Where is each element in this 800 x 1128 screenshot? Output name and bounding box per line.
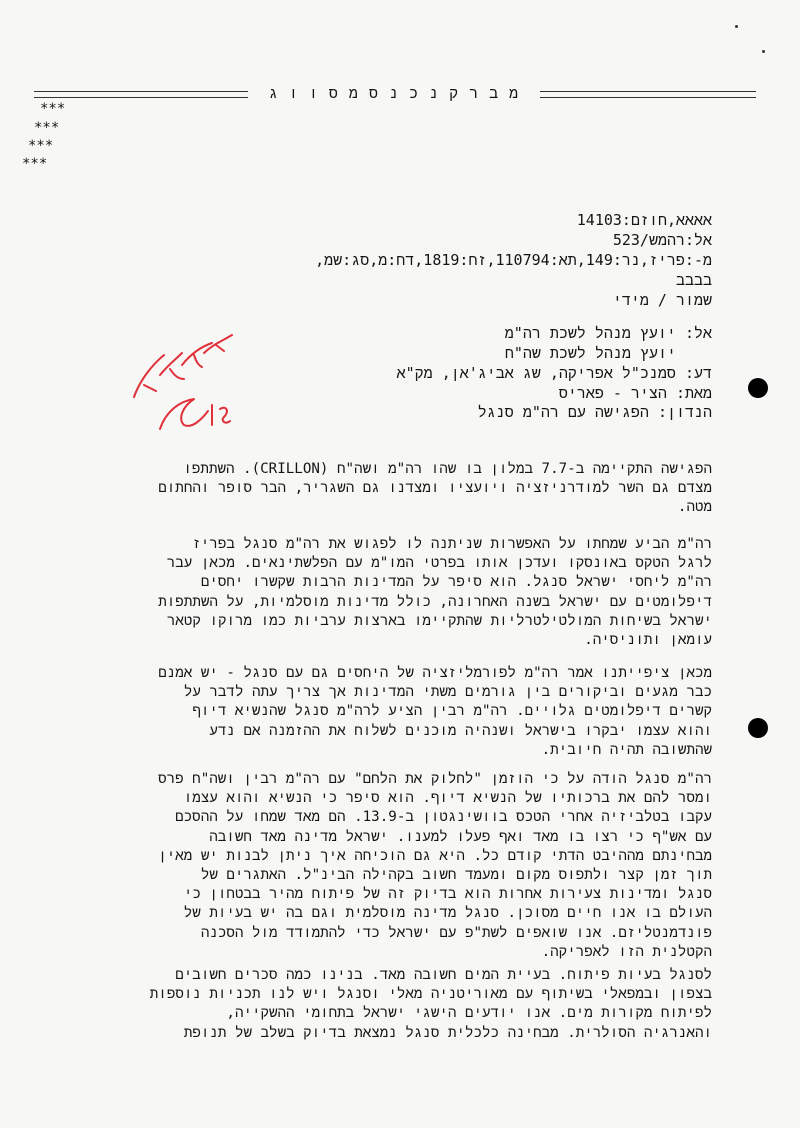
routing-line: בבבב: [675, 271, 712, 289]
address-to: אל: יועץ מנהל לשכת רה"מ: [504, 324, 712, 342]
text-line: קשרים דיפלומטים גלויים. רה"מ רבין הציע לרה"מ סנגל שהנשיא דיוף: [192, 703, 712, 720]
text-line: רה"מ הביע שמחתו על האפשרות שניתנה לו לפגוש את רה"מ סנגל בפריז: [192, 536, 712, 552]
text-line: והוא עצמו יבקרו בישראל ושנהיה מוכנים לשלוח את ההזמנה אם נדע: [209, 722, 712, 739]
body-paragraph-2: [78, 535, 712, 650]
routing-line: אל:רהמש/523: [612, 231, 712, 249]
text-line: העולם בו אנו חיים מסוכן. סנגל מדינה מוסלמית וגם בה יש בעיות של: [183, 905, 712, 922]
text-line: הפגישה התקיימה ב-7.7 במלון בו שהו רה"מ ושה"ח (CRILLON). השתתפו: [183, 461, 712, 477]
text-line: רה"מ סנגל הודה על כי הוזמן "לחלוק את הלחם" עם רה"מ רבין ושה"ח פרס: [158, 771, 712, 787]
text-line: תוך זמן קצר ולתפוס מקום ומעמד חשוב בקהילה הבינ"ל. האתגרים של: [200, 867, 712, 884]
text-line: מכאן ציפייתנו אמר רה"מ לפורמליזציה של היחסים גם עם סנגל - יש אמנם: [158, 665, 712, 681]
banner-rule-right: [540, 91, 756, 98]
subject-line: הנדון: הפגישה עם רה"מ סנגל: [477, 403, 712, 421]
binder-hole-top: [748, 378, 768, 398]
routing-line: שמור / מידי: [612, 291, 712, 309]
text-line: ומסר להם את ברכותיו של הנשיא דיוף. הוא סיפר כי הנשיא והוא עצמו: [183, 790, 712, 807]
text-line: פונדמנטליזם. אנו שואפים לשת"פ עם ישראל כדי להתמודד מול הסכנה: [200, 924, 712, 941]
text-line: ישראל בשיחות המולטילטרליות שהתקיימו בארצות ערביות כמו מרוקו קטאר: [166, 612, 712, 629]
text-line: הקטלנית הזו לאפריקה.: [541, 943, 712, 960]
handwriting-scribble: [120, 325, 260, 445]
text-line: מצדם גם השר למודרניזציה ויועציו ומצדנו גם השגריר, הבר סופר והחתום: [158, 480, 712, 497]
address-from: מאת: הציר - פאריס: [558, 384, 712, 402]
body-paragraph-4: [78, 770, 712, 962]
routing-line: אאאא,חוזם:14103: [576, 211, 712, 229]
text-line: עם אש"ף כי רצו בו מאד ואף פעלו למענו. ישראל מדינה מאד חשובה: [209, 828, 712, 845]
text-line: רה"מ ליחסי ישראל סנגל. הוא סיפר על המדינות הרבות שקשרו יחסים: [200, 574, 712, 591]
scan-speck: [762, 50, 765, 53]
text-line: סנגל ומדינות צעירות אחרות הוא בדיוק זה של פיתוח מהיר בבטחון כי: [183, 886, 712, 903]
text-line: שהתשובה תהיה חיובית.: [541, 741, 712, 758]
text-line: כבר מגעים וביקורים בין גורמים משתי המדינות אך צריך עתה לדבר על: [183, 684, 712, 701]
priority-stars-4: ***: [22, 156, 48, 172]
classification-banner: מ ב ר ק נ כ נ ס מ ס ו ו ג: [268, 84, 520, 102]
text-line: לרגל הטקס באונסקו ועדכן אותו בפרטי המו"מ עם הפלשתינאים. מכאן עבר: [166, 555, 712, 572]
routing-line: מ-:פריז,נר:149,תא:110794,זח:1819,דח:מ,סג:שמ,: [315, 251, 712, 269]
text-line: והאנרגיה הסולרית. מבחינה כלכלית סנגל נמצאת בדיוק בשלב של תנופת: [183, 1024, 712, 1041]
address-cc: דע: סמנכ"ל אפריקה, שג אביג'אן, מק"א: [396, 364, 712, 382]
body-paragraph-5: [78, 966, 712, 1043]
priority-stars-2: ***: [34, 120, 60, 136]
address-to-2: יועץ מנהל לשכת שה"ח: [504, 344, 676, 362]
text-line: עומאן ותוניסיה.: [584, 632, 712, 649]
text-line: דיפלומטים עם ישראל בשנה האחרונה, כולל מדינות מוסלמיות, על השתתפות: [158, 593, 712, 610]
priority-stars-1: ***: [40, 101, 66, 117]
banner-rule-left: [34, 91, 248, 98]
binder-hole-bottom: [748, 718, 768, 738]
priority-stars-3: ***: [28, 138, 54, 154]
text-line: לסנגל בעיות פיתוח. בעיית המים חשובה מאד. בנינו כמה סכרים חשובים: [175, 967, 712, 983]
scan-speck: [735, 25, 738, 28]
text-line: מבחינתם מההיבט הדתי קודם כל. היא גם הוכיחה איך ניתן לבנות יש מאין: [158, 847, 712, 864]
text-line: מטה.: [677, 499, 712, 516]
text-line: בצפון ובמפאלי בשיתוף עם מאוריטניה מאלי וסנגל ויש לנו תכניות נוספות: [149, 986, 712, 1003]
handwritten-note: [120, 325, 260, 445]
text-line: לפיתוח מקורות מים. אנו יודעים הישגי ישראל בתחומי ההשקייה,: [226, 1005, 712, 1022]
body-paragraph-1: [78, 460, 712, 518]
text-line: עקבו בטלביזיה אחרי הטכס בוושינגטון ב-13.9. הם מאד שמחו על ההסכם: [175, 809, 712, 826]
body-paragraph-3: [78, 664, 712, 760]
